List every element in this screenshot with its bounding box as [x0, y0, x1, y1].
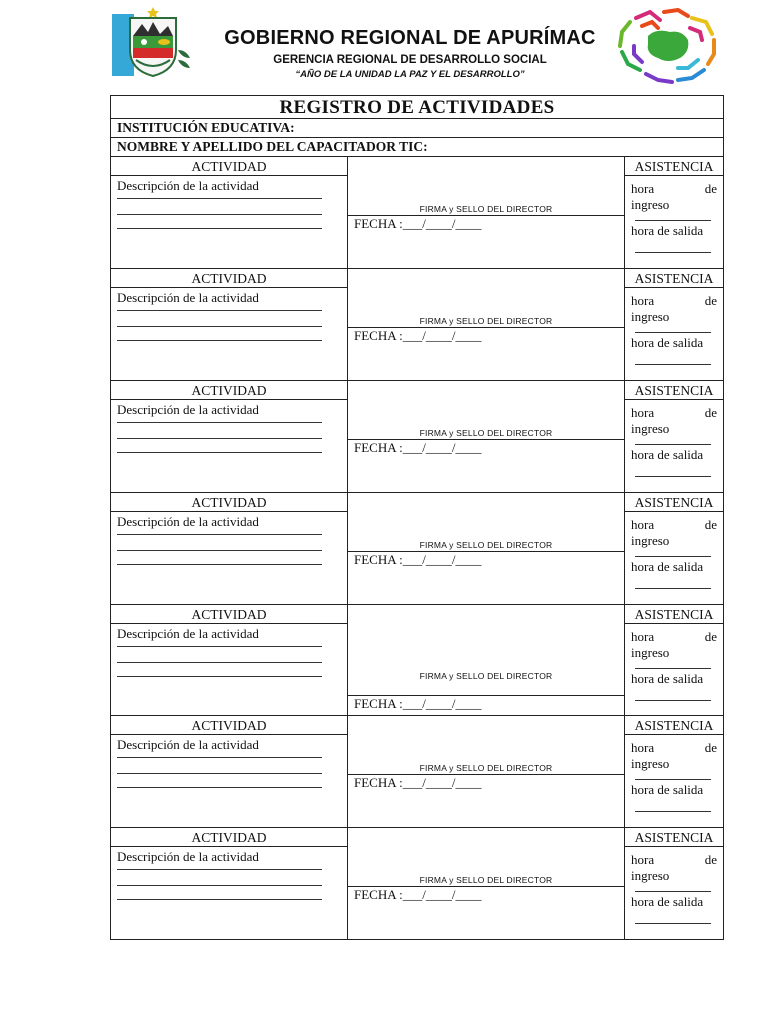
activity-column	[111, 381, 348, 492]
asistencia-header: ASISTENCIA	[625, 493, 723, 512]
asistencia-header: ASISTENCIA	[625, 716, 723, 735]
description-blank-line[interactable]	[117, 773, 322, 774]
description-blank-line[interactable]	[117, 676, 322, 677]
activity-block	[111, 493, 723, 605]
hora-ingreso-label	[631, 740, 717, 772]
asistencia-header: ASISTENCIA	[625, 605, 723, 624]
description-blank-line[interactable]	[117, 869, 322, 870]
attendance-column	[625, 493, 723, 604]
fecha-field[interactable]: FECHA :___/____/____	[354, 328, 482, 343]
description-blank-line[interactable]	[117, 787, 322, 788]
description-blank-line[interactable]	[117, 326, 322, 327]
attendance-column	[625, 605, 723, 715]
hora-salida-blank[interactable]	[635, 364, 711, 365]
de-word: de	[704, 181, 717, 196]
hora-word: hora	[631, 517, 655, 532]
description-blank-line[interactable]	[117, 564, 322, 565]
hora-salida-label: hora de salida	[631, 782, 704, 797]
activity-column	[111, 605, 348, 715]
asistencia-header: ASISTENCIA	[625, 269, 723, 288]
de-word: de	[704, 629, 717, 644]
document-header	[0, 0, 768, 92]
hora-salida-label: hora de salida	[631, 671, 704, 686]
description-blank-line[interactable]	[117, 310, 322, 311]
activity-block	[111, 381, 723, 493]
hora-salida-blank[interactable]	[635, 923, 711, 924]
descripcion-label: Descripción de la actividad	[117, 737, 259, 752]
hora-salida-blank[interactable]	[635, 811, 711, 812]
attendance-column	[625, 716, 723, 827]
firma-sello-label: FIRMA y SELLO DEL DIRECTOR	[419, 428, 553, 438]
hora-salida-blank[interactable]	[635, 700, 711, 701]
activity-register-form	[110, 95, 724, 940]
form-title: REGISTRO DE ACTIVIDADES	[111, 96, 723, 119]
descripcion-label: Descripción de la actividad	[117, 514, 259, 529]
ingreso-word: ingreso	[631, 309, 670, 324]
de-word: de	[704, 852, 717, 867]
ingreso-word: ingreso	[631, 868, 670, 883]
actividad-header: ACTIVIDAD	[111, 493, 347, 512]
activity-block	[111, 269, 723, 381]
hora-salida-label: hora de salida	[631, 559, 704, 574]
firma-sello-label: FIRMA y SELLO DEL DIRECTOR	[419, 540, 553, 550]
hora-ingreso-label	[631, 405, 717, 437]
hora-word: hora	[631, 740, 655, 755]
fecha-field[interactable]: FECHA :___/____/____	[354, 887, 482, 902]
header-subtitle: GERENCIA REGIONAL DE DESARROLLO SOCIAL	[273, 54, 547, 66]
ingreso-word: ingreso	[631, 533, 670, 548]
capacitador-field[interactable]: NOMBRE Y APELLIDO DEL CAPACITADOR TIC:	[111, 138, 723, 157]
de-word: de	[704, 517, 717, 532]
actividad-header: ACTIVIDAD	[111, 716, 347, 735]
asistencia-header: ASISTENCIA	[625, 157, 723, 176]
attendance-column	[625, 157, 723, 268]
attendance-column	[625, 381, 723, 492]
hora-salida-label: hora de salida	[631, 335, 704, 350]
hora-ingreso-label	[631, 293, 717, 325]
header-title: GOBIERNO REGIONAL DE APURÍMAC	[224, 27, 596, 49]
activity-column	[111, 828, 348, 939]
hora-ingreso-label	[631, 629, 717, 661]
attendance-column	[625, 828, 723, 939]
fecha-field[interactable]: FECHA :___/____/____	[354, 775, 482, 790]
description-blank-line[interactable]	[117, 662, 322, 663]
actividad-header: ACTIVIDAD	[111, 157, 347, 176]
descripcion-label: Descripción de la actividad	[117, 626, 259, 641]
firma-sello-label: FIRMA y SELLO DEL DIRECTOR	[419, 204, 553, 214]
description-blank-line[interactable]	[117, 550, 322, 551]
activity-column	[111, 493, 348, 604]
signature-column	[348, 828, 625, 939]
description-blank-line[interactable]	[117, 899, 322, 900]
signature-column	[348, 493, 625, 604]
signature-column	[348, 381, 625, 492]
descripcion-label: Descripción de la actividad	[117, 178, 259, 193]
firma-sello-label: FIRMA y SELLO DEL DIRECTOR	[419, 763, 553, 773]
hora-word: hora	[631, 629, 655, 644]
hora-word: hora	[631, 293, 655, 308]
hora-ingreso-blank[interactable]	[635, 556, 711, 557]
activity-block	[111, 605, 723, 716]
ingreso-word: ingreso	[631, 756, 670, 771]
actividad-header: ACTIVIDAD	[111, 828, 347, 847]
apurimac-region-logo-icon	[616, 8, 718, 84]
hora-ingreso-label	[631, 181, 717, 213]
descripcion-label: Descripción de la actividad	[117, 402, 259, 417]
actividad-header: ACTIVIDAD	[111, 381, 347, 400]
attendance-column	[625, 269, 723, 380]
description-blank-line[interactable]	[117, 452, 322, 453]
hora-ingreso-blank[interactable]	[635, 668, 711, 669]
institucion-field[interactable]: INSTITUCIÓN EDUCATIVA:	[111, 119, 723, 138]
hora-salida-label: hora de salida	[631, 223, 704, 238]
hora-salida-label: hora de salida	[631, 894, 704, 909]
header-motto: “AÑO DE LA UNIDAD LA PAZ Y EL DESARROLLO”	[295, 69, 525, 80]
hora-ingreso-blank[interactable]	[635, 779, 711, 780]
actividad-header: ACTIVIDAD	[111, 605, 347, 624]
fecha-field[interactable]: FECHA :___/____/____	[354, 552, 482, 567]
de-word: de	[704, 740, 717, 755]
hora-salida-blank[interactable]	[635, 476, 711, 477]
signature-column	[348, 269, 625, 380]
fecha-field[interactable]: FECHA :___/____/____	[354, 696, 482, 711]
fecha-field[interactable]: FECHA :___/____/____	[354, 440, 482, 455]
hora-ingreso-blank[interactable]	[635, 444, 711, 445]
activity-block	[111, 157, 723, 269]
signature-column	[348, 157, 625, 268]
activity-column	[111, 716, 348, 827]
de-word: de	[704, 405, 717, 420]
signature-column	[348, 716, 625, 827]
asistencia-header: ASISTENCIA	[625, 381, 723, 400]
asistencia-header: ASISTENCIA	[625, 828, 723, 847]
description-blank-line[interactable]	[117, 422, 322, 423]
hora-ingreso-blank[interactable]	[635, 332, 711, 333]
ingreso-word: ingreso	[631, 197, 670, 212]
hora-word: hora	[631, 181, 655, 196]
description-blank-line[interactable]	[117, 757, 322, 758]
activity-block	[111, 716, 723, 828]
actividad-header: ACTIVIDAD	[111, 269, 347, 288]
hora-ingreso-blank[interactable]	[635, 220, 711, 221]
descripcion-label: Descripción de la actividad	[117, 290, 259, 305]
ingreso-word: ingreso	[631, 421, 670, 436]
description-blank-line[interactable]	[117, 228, 322, 229]
regional-coat-of-arms-icon	[110, 6, 196, 78]
description-blank-line[interactable]	[117, 198, 322, 199]
hora-salida-blank[interactable]	[635, 588, 711, 589]
hora-word: hora	[631, 852, 655, 867]
fecha-field[interactable]: FECHA :___/____/____	[354, 216, 482, 231]
description-blank-line[interactable]	[117, 534, 322, 535]
ingreso-word: ingreso	[631, 645, 670, 660]
hora-ingreso-label	[631, 852, 717, 884]
de-word: de	[704, 293, 717, 308]
firma-sello-label: FIRMA y SELLO DEL DIRECTOR	[419, 875, 553, 885]
hora-word: hora	[631, 405, 655, 420]
firma-sello-label: FIRMA y SELLO DEL DIRECTOR	[419, 316, 553, 326]
hora-ingreso-blank[interactable]	[635, 891, 711, 892]
hora-salida-label: hora de salida	[631, 447, 704, 462]
hora-ingreso-label	[631, 517, 717, 549]
signature-column	[348, 605, 625, 715]
activity-column	[111, 269, 348, 380]
description-blank-line[interactable]	[117, 646, 322, 647]
description-blank-line[interactable]	[117, 340, 322, 341]
description-blank-line[interactable]	[117, 885, 322, 886]
description-blank-line[interactable]	[117, 214, 322, 215]
activity-block	[111, 828, 723, 939]
hora-salida-blank[interactable]	[635, 252, 711, 253]
firma-sello-label: FIRMA y SELLO DEL DIRECTOR	[419, 671, 553, 681]
activity-column	[111, 157, 348, 268]
description-blank-line[interactable]	[117, 438, 322, 439]
descripcion-label: Descripción de la actividad	[117, 849, 259, 864]
